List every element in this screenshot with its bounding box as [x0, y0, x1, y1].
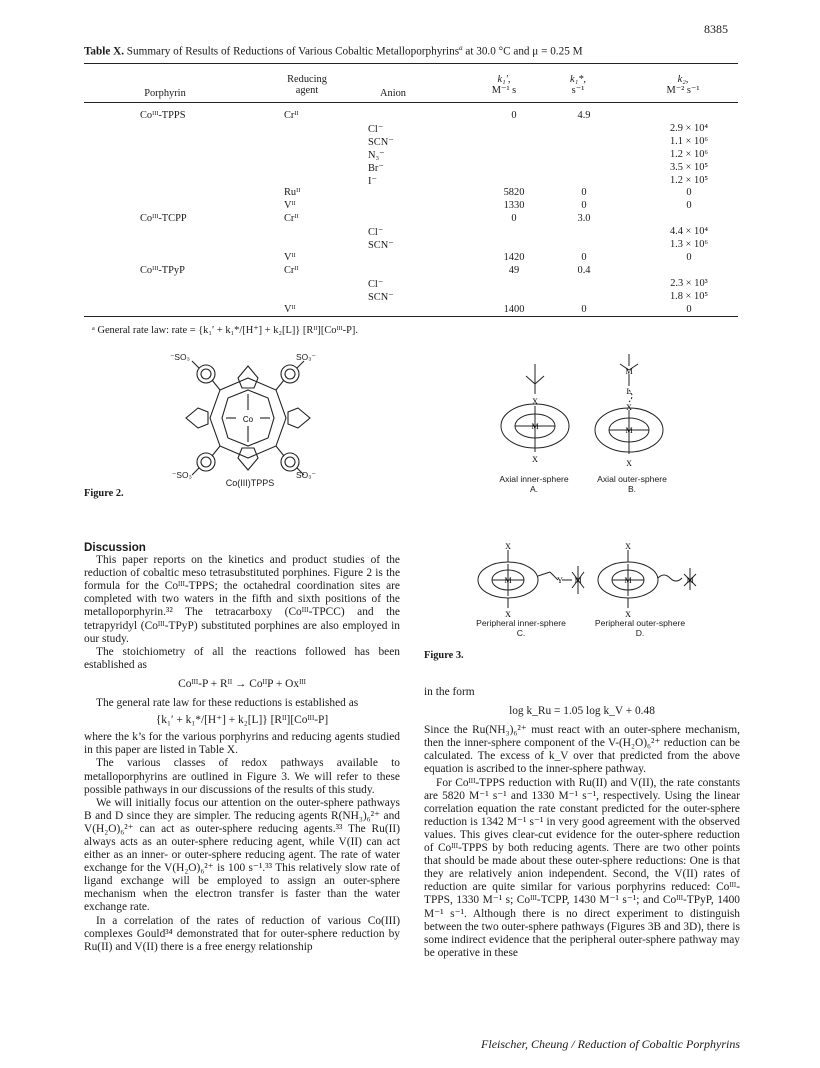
header-k2-1: k₂,	[677, 74, 689, 85]
figure2-label: Figure 2.	[84, 488, 124, 499]
table-cell: 1.3 × 10⁶	[669, 239, 709, 250]
equation-rate-law: {k₁′ + k₁*/[H⁺] + k₂[L]} [Rᴵᴵ][Coᴵᴵᴵ-P]	[155, 714, 329, 727]
figure3-label: Figure 3.	[424, 650, 464, 661]
table-cell: 1.2 × 10⁵	[669, 174, 709, 186]
table-footnote: ᵃ General rate law: rate = {k₁′ + k₁*/[H⁺] + k₂[L]} [Rᴵᴵ][Coᴵᴵᴵ-P].	[92, 325, 358, 336]
panel-a-x-bottom: X	[532, 455, 538, 464]
figure2-sub-left-top: ⁻SO₃	[170, 352, 190, 362]
table-cell: Vᴵᴵ	[284, 303, 296, 315]
table-row	[84, 213, 738, 225]
table-caption	[84, 44, 583, 58]
equation-correlation: log k_Ru = 1.05 log k_V + 0.48	[509, 705, 655, 718]
table-cell: SCN⁻	[368, 136, 394, 148]
table-cell: Ruᴵᴵ	[284, 187, 301, 199]
table-caption-label: Table X.	[84, 45, 124, 58]
panel-d-x-top: X	[625, 542, 631, 551]
table-cell: 0	[581, 303, 587, 315]
left-paragraph-2: The stoichiometry of all the reactions followed has been established as	[84, 645, 400, 671]
table-row	[84, 175, 738, 187]
panel-c-m-right: M	[574, 576, 582, 585]
table-caption-sup: a	[459, 44, 463, 52]
table-row	[84, 123, 738, 135]
table-header-rule	[84, 102, 738, 103]
table-cell: 1.8 × 10⁵	[669, 290, 709, 302]
panel-b-caption	[582, 474, 682, 494]
panel-d-m: M	[624, 576, 632, 585]
header-k1star	[558, 74, 598, 96]
panel-a-m: M	[531, 422, 539, 431]
panel-c-m: M	[504, 576, 512, 585]
table-top-rule	[84, 63, 738, 64]
table-cell: 0	[581, 200, 587, 212]
panel-c-x-bottom: X	[505, 610, 511, 618]
panel-a-caption	[478, 474, 590, 494]
right-paragraph-1: in the form	[424, 686, 475, 698]
panel-d-caption-1: Peripheral outer-sphere	[594, 618, 686, 628]
table-row	[84, 162, 738, 174]
panel-a-caption-1: Axial inner-sphere	[499, 474, 569, 484]
table-row	[84, 200, 738, 212]
table-cell: Cl⁻	[368, 278, 384, 290]
table-caption-text: Summary of Results of Reductions of Various Cobaltic Metalloporphyrins	[126, 45, 460, 58]
table-cell: 49	[508, 264, 520, 276]
table-cell: 0	[686, 251, 692, 263]
table-cell: SCN⁻	[368, 240, 394, 251]
right-paragraph-3: For Coᴵᴵᴵ-TPPS reduction with Ru(II) and V(II), the rate constants are 5820 M⁻¹ s⁻¹ and 1330 M⁻¹ s⁻¹, respectively. Using the linear correlation equation the rate constant predicted for the outer-sphere reduction is 1342 M⁻¹ s⁻¹ in very good agreement with the observed values. This gives clear-cut evidence for the outer-sphere reduction of Coᴵᴵᴵ-TPPS by both reducing agents. There are two other points that should be made about these outer-sphere reductions: One is that they are relatively anion independent. Second, the V(II) rates of reduction are quite similar for various porphyrins reduced: Coᴵᴵᴵ-TPPS, 1330 M⁻¹ s; Coᴵᴵᴵ-TCPP, 1430 M⁻¹ s⁻¹; and Coᴵᴵᴵ-TPyP, 1400 M⁻¹ s⁻¹. Although there is no direct experiment to distinguish between the two outer-sphere pathways (Figures 3B and 3D), there is some indirect evidence that the peripheral outer-sphere pathway may be operative in these	[424, 776, 740, 959]
table-cell: Cl⁻	[368, 123, 384, 135]
page-number: 8385	[704, 22, 728, 36]
header-porphyrin: Porphyrin	[144, 88, 186, 99]
header-anion: Anion	[380, 88, 406, 99]
right-paragraph-2: Since the Ru(NH₃)₆²⁺ must react with an outer-sphere mechanism, then the inner-sphere component of the V-(H₂O)₆²⁺ reduction can be calculated. The excess of k_V over that predicted from the above equation is ascribed to the inner-sphere pathway.	[424, 724, 740, 776]
right-column	[424, 686, 740, 960]
left-paragraph-5: The various classes of redox pathways available to metalloporphyrins are outlined in Figure 3. We will refer to these possible pathways in our discussions of the results of this study.	[84, 757, 400, 796]
panel-a-diagram	[490, 356, 580, 464]
header-k1prime-1: k₁′,	[497, 74, 511, 85]
left-paragraph-4: where the k’s for the various porphyrins and reducing agents studied in this paper are listed in Table X.	[84, 731, 400, 757]
table-cell: 1.2 × 10⁶	[669, 148, 709, 160]
panel-b-x-bottom: X	[626, 459, 632, 468]
table-cell: Crᴵᴵ	[284, 213, 299, 225]
table-row	[84, 226, 738, 238]
table-row	[84, 149, 738, 161]
header-reducing	[272, 74, 342, 96]
table-cell: 1330	[503, 200, 525, 212]
table-cell: Crᴵᴵ	[284, 264, 299, 276]
panel-d-m-right: M	[686, 576, 694, 585]
table-cell: Cl⁻	[368, 227, 384, 239]
left-column	[84, 541, 400, 954]
table-cell: Vᴵᴵ	[284, 200, 296, 212]
figure2-name: Co(III)TPPS	[225, 478, 275, 488]
figure2-sub-right-top: SO₃⁻	[296, 352, 316, 362]
table-cell: Br⁻	[368, 162, 384, 174]
left-paragraph-6: We will initially focus our attention on the outer-sphere pathways B and D since they are simpler. The reducing agents R(NH₃)₆²⁺ and V(H₂O)₆²⁺ can act as outer-sphere reducing agents.³³ The Ru(II) always acts as an outer-sphere reducing agent, while V(II) can act either as an inner- or outer-sphere reducing agent. The rate of water exchange for the V(H₂O)₆²⁺ is 100 s⁻¹.³³ This relatively slow rate of ligand exchange will be employed to assign an outer-sphere mechanism when the electron transfer is faster than the water exchange rate.	[84, 796, 400, 914]
left-paragraph-1: This paper reports on the kinetics and product studies of the reduction of cobaltic meso tetrasubstituted porphines. Figure 2 is the formula for the Coᴵᴵᴵ-TPPS; the octahedral coordination sites are completed with two waters in the fifth and sixth positions of the metalloporphyrin.³² The tetracarboxy (Coᴵᴵᴵ-TPCC) and the tetrapyridyl (Coᴵᴵᴵ-TPyP) substituted porphines are also employed in our study.	[84, 554, 400, 645]
figure2-sub-right-bottom: SO₃⁻	[296, 470, 316, 480]
table-cell: 1420	[503, 251, 525, 263]
table-cell: 0	[686, 303, 692, 315]
panel-c-caption-2: C.	[516, 628, 526, 638]
table-cell: 4.9	[577, 110, 591, 121]
table-cell: 1400	[503, 303, 525, 315]
header-k2-2: M⁻² s⁻¹	[666, 85, 700, 96]
header-k1prime	[474, 74, 534, 96]
discussion-heading: Discussion	[84, 541, 146, 554]
header-reducing-2: agent	[295, 85, 319, 96]
table-row	[84, 110, 738, 122]
header-k1star-2: s⁻¹	[571, 85, 585, 96]
table-cell: 3.0	[577, 213, 591, 225]
panel-b-m: M	[625, 426, 633, 435]
table-cell: 0	[686, 200, 692, 212]
panel-c-x-top: X	[505, 542, 511, 551]
panel-b-l: L	[626, 387, 632, 396]
table-row	[84, 278, 738, 290]
panel-c-caption	[460, 618, 582, 638]
panel-b-x-top: X	[626, 403, 632, 412]
table-caption-tail: at 30.0 °C and μ = 0.25 M	[465, 45, 583, 58]
left-paragraph-7: In a correlation of the rates of reduction of various Co(III) complexes Gould³⁴ demonstrated that for outer-sphere reduction by Ru(II) and V(II) there is a free energy relationship	[84, 914, 400, 953]
header-k2	[648, 74, 718, 96]
table-cell: Crᴵᴵ	[284, 110, 299, 121]
left-paragraph-3: The general rate law for these reductions is established as	[96, 697, 359, 710]
table-row	[84, 291, 738, 303]
table-cell: 4.4 × 10⁴	[669, 226, 709, 238]
panel-a-x-top: X	[532, 397, 538, 406]
table-cell: I⁻	[368, 175, 377, 187]
table-cell: Coᴵᴵᴵ-TCPP	[140, 213, 187, 225]
table-bottom-rule	[84, 316, 738, 317]
table-row	[84, 136, 738, 148]
table-row	[84, 252, 738, 264]
figure2-sub-left-bottom: ⁻SO₃	[172, 470, 192, 480]
table-row	[84, 239, 738, 251]
panel-c-y: Y	[557, 576, 563, 585]
table-cell: Coᴵᴵᴵ-TPyP	[140, 264, 185, 276]
header-k1prime-2: M⁻¹ s	[491, 85, 517, 96]
table-cell: 0	[581, 187, 587, 199]
table-cell: SCN⁻	[368, 291, 394, 303]
table-cell: 2.3 × 10³	[670, 277, 708, 289]
table-row	[84, 304, 738, 316]
panel-b-diagram	[584, 350, 674, 468]
figure2-structure	[168, 348, 328, 488]
table-cell: 0.4	[577, 264, 591, 276]
table-cell: Vᴵᴵ	[284, 251, 296, 263]
table-cell: 0	[511, 110, 517, 121]
equation-stoichiometry: Coᴵᴵᴵ-P + Rᴵᴵ → CoᴵᴵP + Oxᴵᴵᴵ	[178, 677, 306, 690]
panel-b-caption-2: B.	[627, 484, 637, 494]
table-cell: Coᴵᴵᴵ-TPPS	[140, 110, 186, 121]
table-cell: 1.1 × 10⁶	[669, 135, 709, 147]
figure3-diagram	[468, 540, 708, 618]
panel-d-x-bottom: X	[625, 610, 631, 618]
table-row	[84, 187, 738, 199]
panel-c-caption-1: Peripheral inner-sphere	[476, 618, 566, 628]
table-row	[84, 265, 738, 277]
table-cell: 0	[581, 251, 587, 263]
panel-a-caption-2: A.	[529, 484, 539, 494]
table-cell: 0	[686, 187, 692, 199]
table-cell: 2.9 × 10⁴	[669, 122, 709, 134]
table-cell: 0	[511, 213, 517, 225]
table-cell: 3.5 × 10⁵	[669, 161, 709, 173]
table-cell: N₃⁻	[368, 149, 385, 161]
running-footer: Fleischer, Cheung / Reduction of Cobaltic Porphyrins	[481, 1037, 740, 1051]
panel-d-caption-2: D.	[635, 628, 645, 638]
table-cell: 5820	[503, 187, 525, 199]
panel-b-m-top: M	[625, 367, 633, 376]
panel-d-caption	[578, 618, 702, 638]
panel-b-caption-1: Axial outer-sphere	[597, 474, 667, 484]
header-reducing-1: Reducing	[287, 74, 327, 85]
figure2-center-atom: Co	[242, 415, 254, 424]
header-k1star-1: k₁*,	[569, 74, 587, 85]
